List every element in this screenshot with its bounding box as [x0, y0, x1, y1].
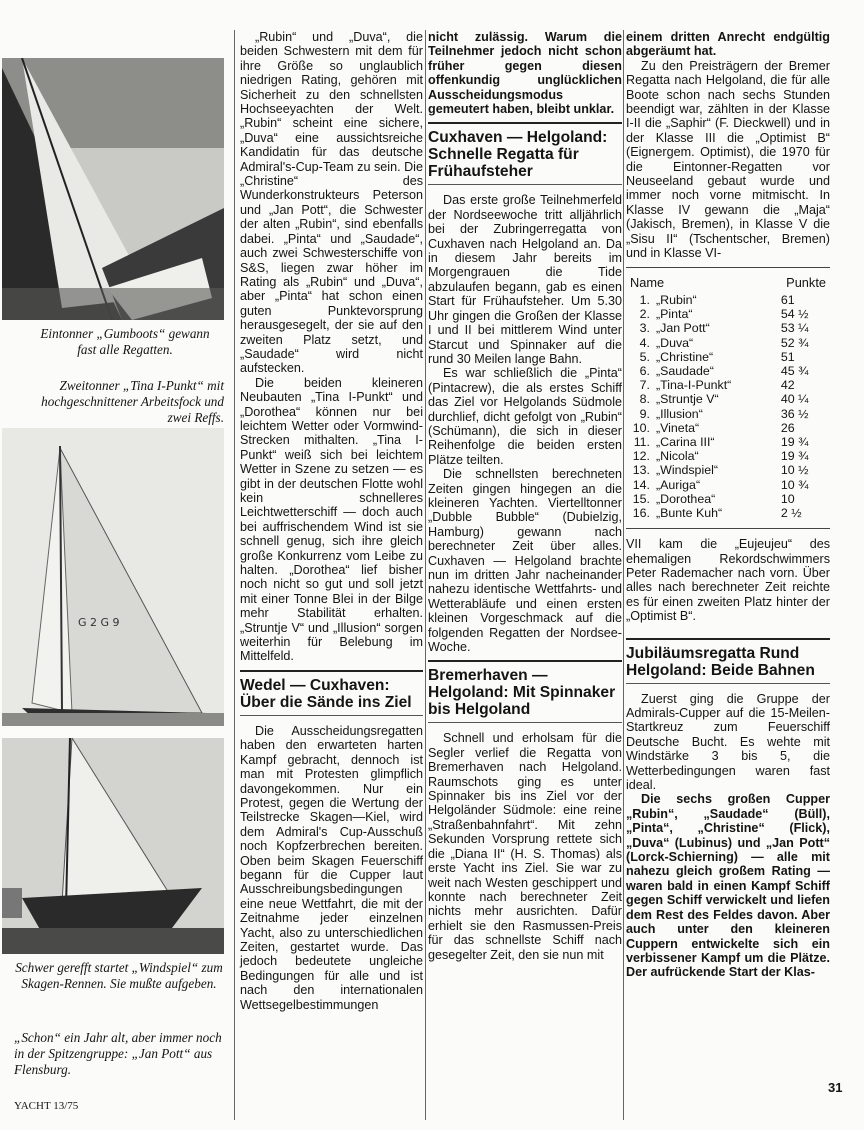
caption-tina: Zweitonner „Tina I-Punkt“ mit hochgeschnittener Arbeitsfock und zwei Reffs. — [41, 378, 224, 425]
points-cell: 52 ¾ — [780, 335, 809, 350]
points-cell: 54 ½ — [780, 307, 809, 322]
footer-issue: YACHT 13/75 — [14, 1100, 79, 1112]
photo-tina-image — [2, 428, 224, 726]
column-rule — [425, 30, 426, 1120]
caption-gumboots: Eintonner „Gumboots“ gewann fast alle Regatten. — [40, 326, 210, 357]
name-cell: „Rubin“ — [656, 292, 697, 307]
rank-cell: 11. — [633, 434, 650, 449]
results-table-box — [626, 267, 830, 530]
paragraph: „Rubin“ und „Duva“, die beiden Schwestern mit dem für ihre Größe so unglaublich niedrigen Rating, gehören mit Sicherheit zu den schnellsten Hochseeyachten der Welt. „Rubin“ scheint eine sichere, „Duva“ eine aussichtsreiche Kandidatin für das deutsche Admiral's-Cup-Team zu sein. Die „Christine“ des Wunderkonstrukteurs Peterson und „Jan Pott“, die Schwester der alten „Rubin“, sind ebenfalls dabei. „Pinta“ und „Saudade“, auch zwei Schwesterschiffe von S&S, liegen zwar höher im Rating als „Rubin“ und „Duva“, aber „Pinta“ hat schon einen guten Punktevorsprung herausgesegelt, der sie auf den zweiten Platz setzt, und „Saudade“ wird nicht aufstecken. — [240, 30, 423, 376]
paragraph: nicht zulässig. Warum die Teilnehmer jedoch nicht schon früher gegen diesen offenkundig unglücklichen Ausscheidungsmodus gemeutert haben, bleibt unklar. — [428, 30, 622, 117]
caption-jan-pott: „Schon“ ein Jahr alt, aber immer noch in der Spitzengruppe: „Jan Pott“ aus Flensburg. — [14, 1030, 222, 1077]
paragraph: einem dritten Anrecht endgültig abgeräumt hat. — [626, 30, 830, 59]
rank-cell: 13. — [632, 463, 650, 478]
paragraph: Die Ausscheidungsregatten haben den erwarteten harten Kampf gebracht, dennoch ist man mit Protesten glimpflich davongekommen. Nur ein Protest, gegen die Wertung der Teilstrecke Skagen—Kiel, wird dem Admiral's Cup-Ausschuß noch Kopfzerbrechen bereiten. Oben beim Skagen Feuerschiff begann für die Cupper laut Ausschreibungsbedingungen eine neue Wettfahrt, die mit der Zeitnahme jeder einzelnen Yacht, also zu unterschiedlichen Zeiten, gestartet wurde. Das jedoch bedeutete ungleiche Bedingungen für alle und ist nach den internationalen Wettsegelbestimmungen — [240, 723, 423, 1012]
table-header-points: Punkte — [786, 274, 826, 290]
table-row — [630, 364, 826, 378]
name-cell: „Bunte Kuh“ — [656, 505, 723, 520]
name-cell: „Auriga“ — [656, 477, 701, 492]
name-cell: „Windspiel“ — [656, 463, 718, 478]
rank-cell: 9. — [639, 406, 650, 421]
rank-cell: 1. — [639, 292, 650, 307]
name-cell: „Dorothea“ — [656, 491, 716, 506]
name-cell: „Jan Pott“ — [656, 321, 710, 336]
rank-cell: 6. — [639, 363, 650, 378]
points-cell: 26 — [780, 420, 795, 435]
table-row — [630, 392, 826, 406]
table-row — [630, 336, 826, 350]
name-cell: „Pinta“ — [656, 307, 693, 322]
paragraph: Es war schließlich die „Pinta“ (Pintacrew), die als erstes Schiff das Ziel vor Helgolands Südmole durchlief, dicht gefolgt von „Rubin“ (Schümann), die sich in dieser Reihenfolge die beiden ersten Plätze teilten. — [428, 366, 622, 467]
section-heading: Cuxhaven — Helgoland: Schnelle Regatta für Frühaufsteher — [428, 122, 622, 185]
section-heading: Bremerhaven — Helgoland: Mit Spinnaker bis Helgoland — [428, 660, 622, 723]
table-row — [630, 463, 826, 477]
rank-cell: 3. — [639, 321, 650, 336]
photo-gumboots-image — [2, 58, 224, 320]
points-cell: 51 — [780, 349, 795, 364]
name-cell: „Tina-I-Punkt“ — [656, 378, 732, 393]
caption-windspiel: Schwer gerefft startet „Windspiel“ zum Skagen-Rennen. Sie mußte aufgeben. — [15, 960, 223, 991]
rank-cell: 14. — [632, 477, 650, 492]
paragraph: Die schnellsten berechneten Zeiten gingen hingegen an die kleineren Yachten. Viertelltonner „Dubble Bubble“ (Dubielzig, Hamburg) gewann nach berechneter Zeit über alles. Cuxhaven — Helgoland brachte nun im dritten Jahr nacheinander nahezu identische Wettfahrts- und Wetterabläufe und einen ersten kleinen Vorgeschmack auf die folgenden Regatten der Nordsee-Woche. — [428, 467, 622, 655]
table-row — [630, 350, 826, 364]
points-cell: 61 — [780, 292, 795, 307]
table-row — [630, 321, 826, 335]
name-cell: „Duva“ — [656, 335, 694, 350]
rank-cell: 7. — [639, 378, 650, 393]
rank-cell: 15. — [632, 491, 650, 506]
rank-cell: 16. — [632, 505, 650, 520]
points-cell: 42 — [780, 378, 795, 393]
section-heading: Wedel — Cuxhaven: Über die Sände ins Ziel — [240, 670, 423, 716]
results-table — [630, 276, 826, 521]
name-cell: „Saudade“ — [656, 363, 714, 378]
paragraph: Zu den Preisträgern der Bremer Regatta nach Helgoland, die für alle Boote schon nach sechs Stunden beendigt war, zählten in der Klasse I-II die „Saphir“ (F. Dieckwell) und in der Klasse III die „Optimist B“ (Eignergem. Optimist), die 1970 für die Eintonner-Regatten vor Neuseeland gebaut wurde und immer noch vorne mitmischt. In Klasse IV gewann die „Maja“ (Jakisch, Bremen), in Klasse V die „Sisu II“ (Tschentscher, Bremen) und in Klasse VI- — [626, 58, 830, 261]
points-cell: 19 ¾ — [780, 449, 809, 464]
page-number: 31 — [828, 1080, 843, 1095]
results-table-body — [630, 293, 826, 520]
paragraph: Die sechs großen Cupper „Rubin“, „Saudade“ (Büll), „Pinta“, „Christine“ (Flick), „Duva“ (Lubinus) und „Jan Pott“ (Lorck-Schierning) — alle mit nahezu gleich großem Rating — waren bald in einen Kampf Schiff gegen Schiff verwickelt und liefen dem Rest des Feldes davon. Aber auch unter den kleineren Cuppern entwickelte sich ein verbissener Kampf um die Plätze. Der aufrückende Start der Klas- — [626, 792, 830, 980]
points-cell: 36 ½ — [780, 406, 809, 421]
section-heading: Jubiläumsregatta Rund Helgoland: Beide Bahnen — [626, 638, 830, 684]
rank-cell: 10. — [632, 420, 650, 435]
column-rule — [623, 30, 624, 1120]
photo-windspiel-image — [2, 738, 224, 954]
points-cell: 40 ¼ — [780, 392, 809, 407]
table-row — [630, 492, 826, 506]
points-cell: 2 ½ — [780, 505, 802, 520]
rank-cell: 12. — [632, 449, 650, 464]
table-row — [630, 478, 826, 492]
name-cell: „Carina III“ — [656, 434, 715, 449]
table-row — [630, 421, 826, 435]
table-row — [630, 293, 826, 307]
rank-cell: 5. — [639, 349, 650, 364]
table-row — [630, 307, 826, 321]
sail-number-text: G 2 G 9 — [78, 616, 120, 629]
article-column-3 — [428, 30, 622, 962]
paragraph: Das erste große Teilnehmerfeld der Nordseewoche tritt alljährlich bei der Zubringerregatta von Cuxhaven nach Helgoland an. Da in diesem Jahr bereits im Morgengrauen die Tide abzulaufen begann, gab es einen Start für Frühaufsteher. Um 5.30 Uhr gingen die Großen der Klasse I und II bei mittlerem Wind unter Starcut und Spinnaker auf die rund 30 Meilen lange Bahn. — [428, 193, 622, 366]
column-rule — [234, 30, 235, 1120]
points-cell: 10 — [780, 491, 795, 506]
table-header-name: Name — [630, 274, 665, 290]
points-cell: 19 ¾ — [780, 434, 809, 449]
photo-tina-i-punkt — [2, 428, 224, 726]
rank-cell: 8. — [639, 392, 650, 407]
photo-gumboots — [2, 58, 224, 320]
rank-cell: 2. — [639, 307, 650, 322]
paragraph: VII kam die „Eujeujeu“ des ehemaligen Rekordschwimmers Peter Rademacher nach vorn. Über alles nach berechneter Zeit reichte es für einen zweiten Platz hinter der „Optimist B“. — [626, 537, 830, 624]
rank-cell: 4. — [639, 335, 650, 350]
table-row — [630, 435, 826, 449]
table-row — [630, 449, 826, 463]
name-cell: „Nicola“ — [656, 449, 699, 464]
article-column-2 — [240, 30, 423, 1012]
paragraph: Die beiden kleineren Neubauten „Tina I-Punkt“ und „Dorothea“ können nur bei leichtem Wetter oder Vormwind-Strecken mithalten. „Tina I-Punkt“ weiß sich bei leichtem Wetter in Szene zu setzen — es gibt in der deutschen Flotte wohl kein schnelleres Leichtwetterschiff — doch auch bei auffrischendem Wind ist sie schnell genug, sich ihre gleich große Konkurrenz vom Leibe zu halten. „Dorothea“ lief bisher noch nicht so gut und soll jetzt mit einer Tonne Blei in der Bilge mehr Stabilität erhalten. „Struntje V“ und „Illusion“ sorgen weiterhin für Belebung im Mittelfeld. — [240, 375, 423, 664]
table-row — [630, 407, 826, 421]
name-cell: „Christine“ — [656, 349, 714, 364]
name-cell: „Illusion“ — [656, 406, 703, 421]
points-cell: 10 ¾ — [780, 477, 809, 492]
points-cell: 45 ¾ — [780, 363, 809, 378]
photo-windspiel — [2, 738, 224, 954]
table-row — [630, 378, 826, 392]
table-row — [630, 506, 826, 520]
article-column-4 — [626, 30, 830, 980]
points-cell: 10 ½ — [780, 463, 809, 478]
name-cell: „Struntje V“ — [656, 392, 719, 407]
points-cell: 53 ¼ — [780, 321, 809, 336]
name-cell: „Vineta“ — [656, 420, 700, 435]
paragraph: Zuerst ging die Gruppe der Admirals-Cupper auf die 15-Meilen-Startkreuz zum Feuerschiff Deutsche Bucht. Es wehte mit Windstärke 3 bis 5, die Wetterbedingungen waren fast ideal. — [626, 691, 830, 793]
paragraph: Schnell und erholsam für die Segler verlief die Regatta von Bremerhaven nach Helgoland. Raumschots ging es unter Spinnaker bis ins Ziel vor der Helgoländer Südmole: eine reine „Straßenbahnfahrt“. Mit zehn Sekunden Vorsprung rettete sich die „Diana II“ (H. S. Thomas) als erste Yacht ins Ziel. Sie war zu weit nach Westen geschippert und konnte nach berechneter Zeit nichts mehr ausrichten. Dafür erhielt sie den Rasmussen-Preis für das schnellste Schiff nach gesegelter Zeit, den sie nun mit — [428, 731, 622, 962]
